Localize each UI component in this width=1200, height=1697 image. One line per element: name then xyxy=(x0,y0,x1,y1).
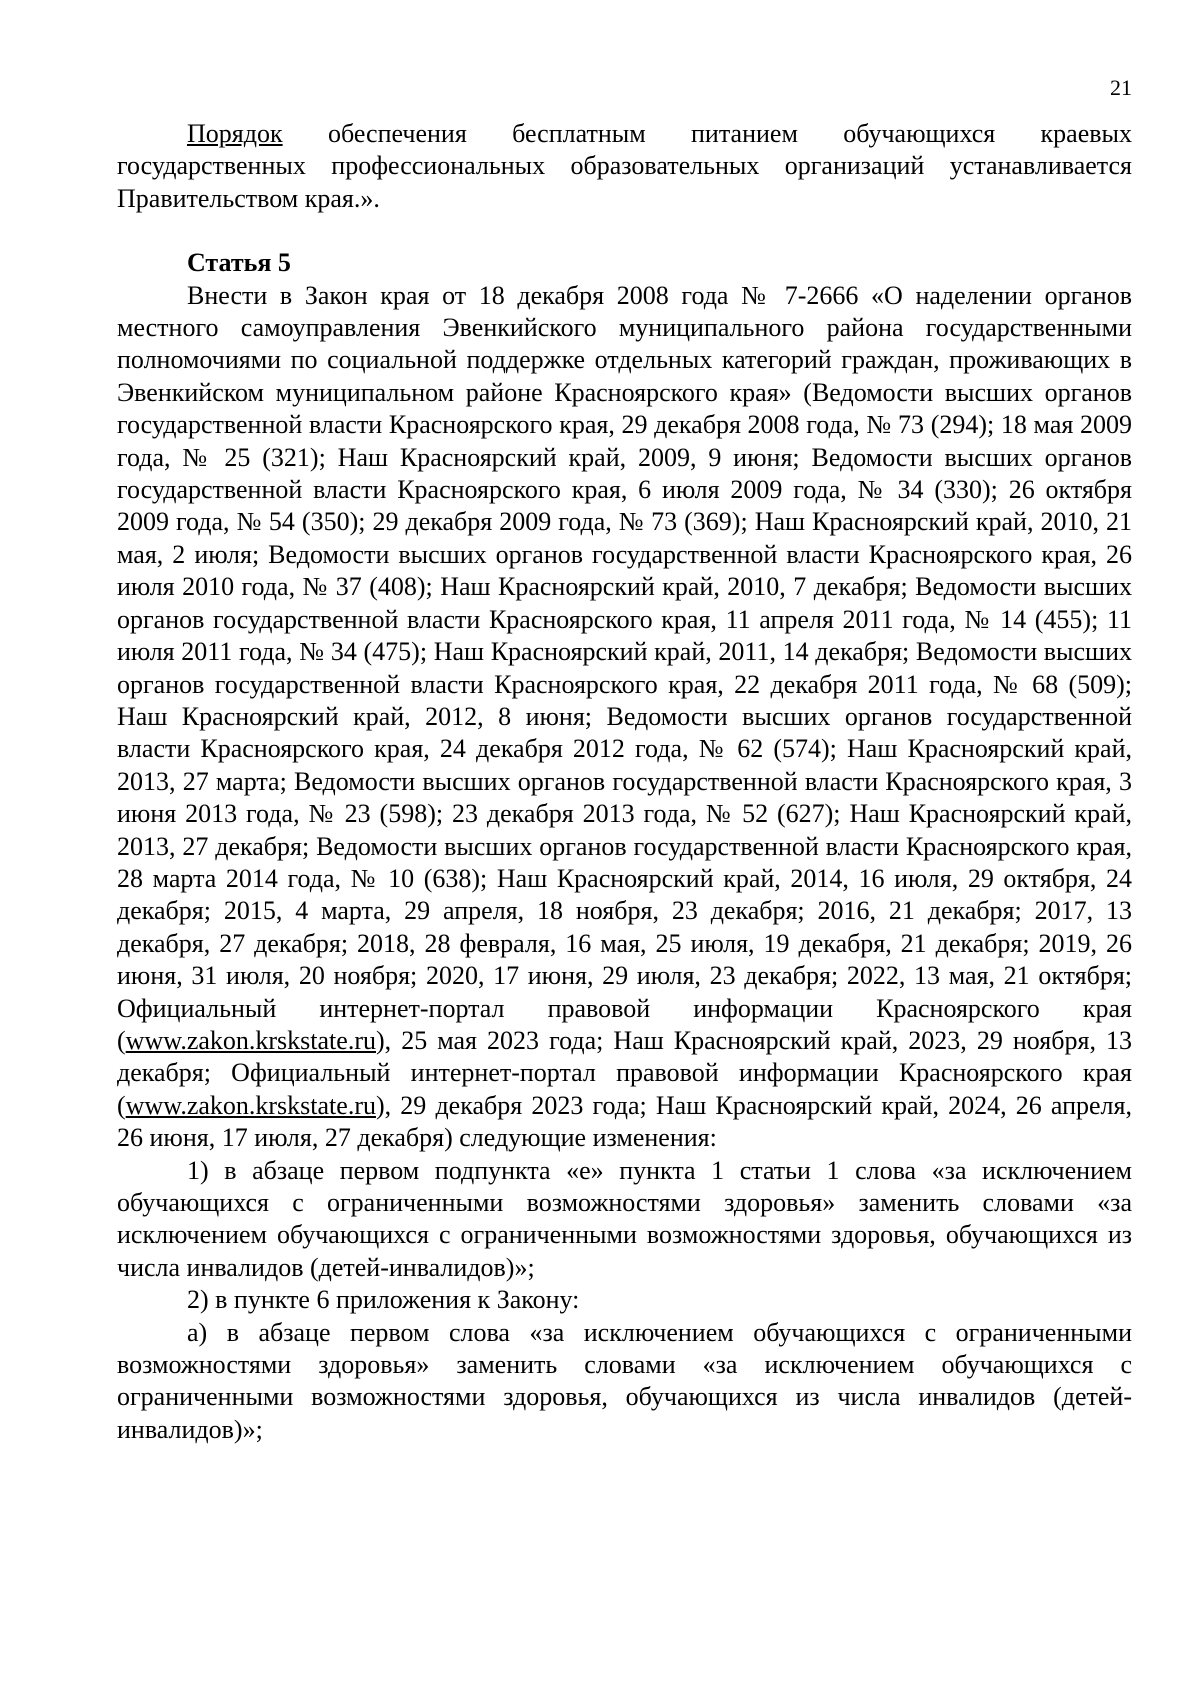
article-main-paragraph xyxy=(117,280,1132,1155)
intro-text: обеспечения бесплатным питанием обучающихся краевых государственных профессиональных образовательных организаций устанавливается Правительством края.». xyxy=(117,119,1132,213)
intro-paragraph xyxy=(117,118,1132,215)
article-main-text-2: ), 25 мая 2023 года; Наш Красноярский край, 2023, 29 ноября, 13 декабря; Официальный интернет-портал правовой информации Красноярского края ( xyxy=(117,1025,1132,1120)
amendment-item-2: 2) в пункте 6 приложения к Закону: xyxy=(187,1285,580,1315)
portal-link-2[interactable]: www.zakon.krskstate.ru xyxy=(125,1090,376,1120)
amendment-item-2a: а) в абзаце первом слова «за исключением обучающихся с ограниченными возможностями здоровья» заменить словами «за исключением обучающихся с ограниченными возможностями здоровья, обучающихся из числа инвалидов (детей-инвалидов)»; xyxy=(117,1317,1132,1444)
portal-link-1[interactable]: www.zakon.krskstate.ru xyxy=(125,1025,376,1055)
order-link-word[interactable]: Порядок xyxy=(187,119,283,148)
amendment-item-1: 1) в абзаце первом подпункта «е» пункта 1 статьи 1 слова «за исключением обучающихся с ограниченными возможностями здоровья» заменить словами «за исключением обучающихся с ограниченными возможностями здоровья, обучающихся из числа инвалидов (детей-инвалидов)»; xyxy=(117,1155,1132,1282)
article-main-text-1: Внести в Закон края от 18 декабря 2008 года № 7-2666 «О наделении органов местного самоуправления Эвенкийского муниципального района государственными полномочиями по социальной поддержке отдельных категорий граждан, проживающих в Эвенкийском муниципальном районе Красноярского края» (Ведомости высших органов государственной власти Красноярского края, 29 декабря 2008 года, № 73 (294); 18 мая 2009 года, № 25 (321); Наш Красноярский край, 2009, 9 июня; Ведомости высших органов государственной власти Красноярского края, 6 июля 2009 года, № 34 (330); 26 октября 2009 года, № 54 (350); 29 декабря 2009 года, № 73 (369); Наш Красноярский край, 2010, 21 мая, 2 июля; Ведомости высших органов государственной власти Красноярского края, 26 июля 2010 года, № 37 (408); Наш Красноярский край, 2010, 7 декабря; Ведомости высших органов государственной власти Красноярского края, 11 апреля 2011 года, № 14 (455); 11 июля 2011 года, № 34 (475); Наш Красноярский край, 2011, 14 декабря; Ведомости высших органов государственной власти Красноярского края, 22 декабря 2011 года, № 68 (509); Наш Красноярский край, 2012, 8 июня; Ведомости высших органов государственной власти Красноярского края, 24 декабря 2012 года, № 62 (574); Наш Красноярский край, 2013, 27 марта; Ведомости высших органов государственной власти Красноярского края, 3 июня 2013 года, № 23 (598); 23 декабря 2013 года, № 52 (627); Наш Красноярский край, 2013, 27 декабря; Ведомости высших органов государственной власти Красноярского края, 28 марта 2014 года, № 10 (638); Наш Красноярский край, 2014, 16 июля, 29 октября, 24 декабря; 2015, 4 марта, 29 апреля, 18 ноября, 23 декабря; 2016, 21 декабря; 2017, 13 декабря, 27 декабря; 2018, 28 февраля, 16 мая, 25 июля, 19 декабря, 21 декабря; 2019, 26 июня, 31 июля, 20 ноября; 2020, 17 июня, 29 июля, 23 декабря; 2022, 13 мая, 21 октября; Официальный интернет-портал правовой информации Красноярского края ( xyxy=(117,280,1132,1055)
article-main-text-3: ), 29 декабря 2023 года; Наш Красноярский край, 2024, 26 апреля, 26 июня, 17 июля, 27 декабря) следующие изменения: xyxy=(117,1090,1132,1153)
page-number: 21 xyxy=(1110,75,1132,100)
document-body xyxy=(117,118,1132,1446)
article-heading: Статья 5 xyxy=(187,248,291,278)
